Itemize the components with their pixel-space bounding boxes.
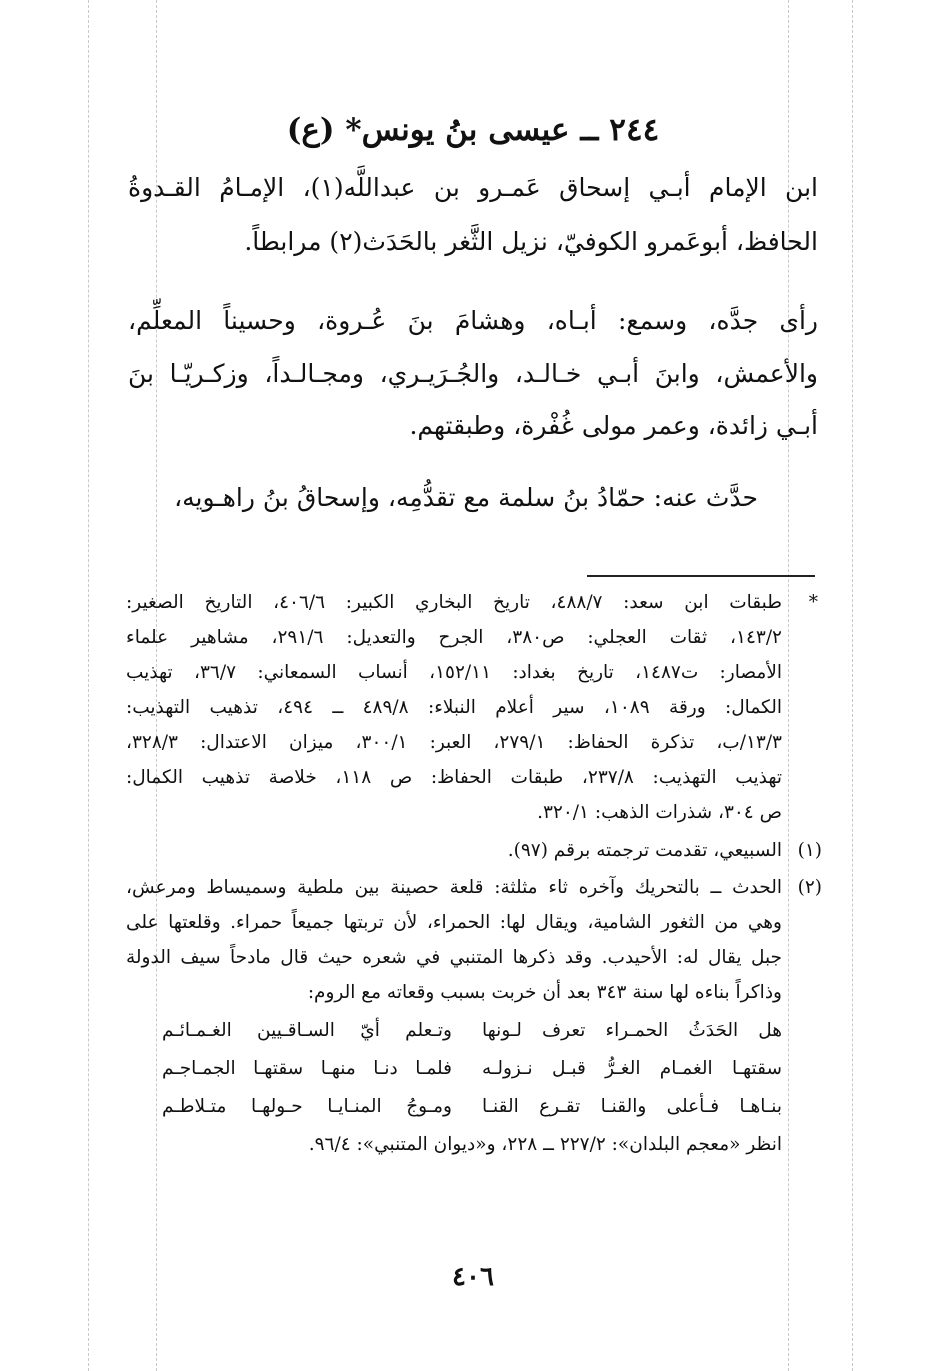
sources-line: تهذيب التهذيب: ٢٣٧/٨، طبقات الحفاظ: ص ١١٨، خلاصة تذهيب الكمال: [126,767,783,788]
sources-line: الكمال: ورقة ١٠٨٩، سير أعلام النبلاء: ٤٨٩/٨ ــ ٤٩٤، تذهيب التهذيب: [126,697,783,718]
poem-verse [162,1058,782,1088]
poem-hemistich-second: فلمـا دنـا منهـا سقتهـا الجمـاجـم [162,1058,452,1079]
footnote-text: السبيعي، تقدمت ترجمته برقم (٩٧). [507,840,782,861]
body-line: الحافظ، أبوعَمرو الكوفيّ، نزيل الثَّغر بالحَدَث(٢) مرابطاً. [244,227,818,256]
footnote-number: (٢) [797,877,822,898]
body-line: رأى جدَّه، وسمع: أبـاه، وهشامَ بنَ عُـروة، وحسيناً المعلِّم، [128,306,818,335]
poem-hemistich-first: بنـاهـا فـأعلى والقنـا تقـرع القنـا [482,1096,782,1117]
sources-asterisk: * [808,592,818,613]
footnote-text: جبل يقال له: الأحيدب. وقد ذكرها المتنبي في شعره حيث قال مادحاً سيف الدولة [126,947,782,968]
page-number: ٤٠٦ [452,1262,494,1292]
footnote-text: وذاكراً بناءه لها سنة ٣٤٣ بعد أن خربت بسبب وقعاته مع الروم: [307,982,782,1003]
body-line: حدَّث عنه: حمّادُ بنُ سلمة مع تقدُّمِه، وإسحاقُ بنُ راهـويه، [174,483,758,512]
footnote-separator [587,575,815,577]
footnote-number: (١) [797,840,822,861]
poem-hemistich-second: ومـوجُ المنـايـا حـولهـا متـلاطـم [162,1096,452,1117]
sources-line: ص ٣٠٤، شذرات الذهب: ٣٢٠/١. [537,802,782,823]
sources-line: ١٤٣/٢، ثقات العجلي: ص٣٨٠، الجرح والتعديل: ٢٩١/٦، مشاهير علماء [126,627,782,648]
poem-hemistich-first: هل الحَدَثُ الحمـراء تعرف لـونها [482,1020,782,1041]
footnote-reference: انظر «معجم البلدان»: ٢٢٧/٢ ــ ٢٢٨، و«ديوان المتنبي»: ٩٦/٤. [308,1134,782,1155]
body-line: ابن الإمام أبـي إسحاق عَمـرو بن عبداللَّه(١)، الإمـامُ القـدوةُ [128,173,818,202]
entry-heading: ٢٤٤ ــ عيسى بنُ يونس* (ع) [286,112,660,148]
poem-hemistich-first: سقتهـا الغمـام الغـرُّ قبـل نـزولـه [482,1058,782,1079]
poem-verse [162,1096,782,1126]
body-line: والأعمش، وابنَ أبـي خـالـد، والجُـرَيـري، ومجـالـداً، وزكـريّـا بنَ [128,359,818,388]
body-line: أبـي زائدة، وعمر مولى غُفْرة، وطبقتهم. [409,411,818,440]
footnote-text: وهي من الثغور الشامية، ويقال لها: الحمراء، لأن تربتها جميعاً حمراء. وقلعتها على [126,912,782,933]
sources-line: الأمصار: ت١٤٨٧، تاريخ بغداد: ١٥٢/١١، أنساب السمعاني: ٣٦/٧، تهذيب [126,662,783,683]
poem-verse [162,1020,782,1050]
sources-line: طبقات ابن سعد: ٤٨٨/٧، تاريخ البخاري الكبير: ٤٠٦/٦، التاريخ الصغير: [126,592,782,613]
poem-hemistich-second: وتـعلم أيّ السـاقـيين الغـمـائـم [162,1020,452,1041]
footnote-text: الحدث ــ بالتحريك وآخره ثاء مثلثة: قلعة حصينة بين ملطية وسميساط ومرعش، [126,877,782,898]
sources-line: ١٣/٣/ب، تذكرة الحفاظ: ٢٧٩/١، العبر: ٣٠٠/١، ميزان الاعتدال: ٣٢٨/٣، [126,732,782,753]
